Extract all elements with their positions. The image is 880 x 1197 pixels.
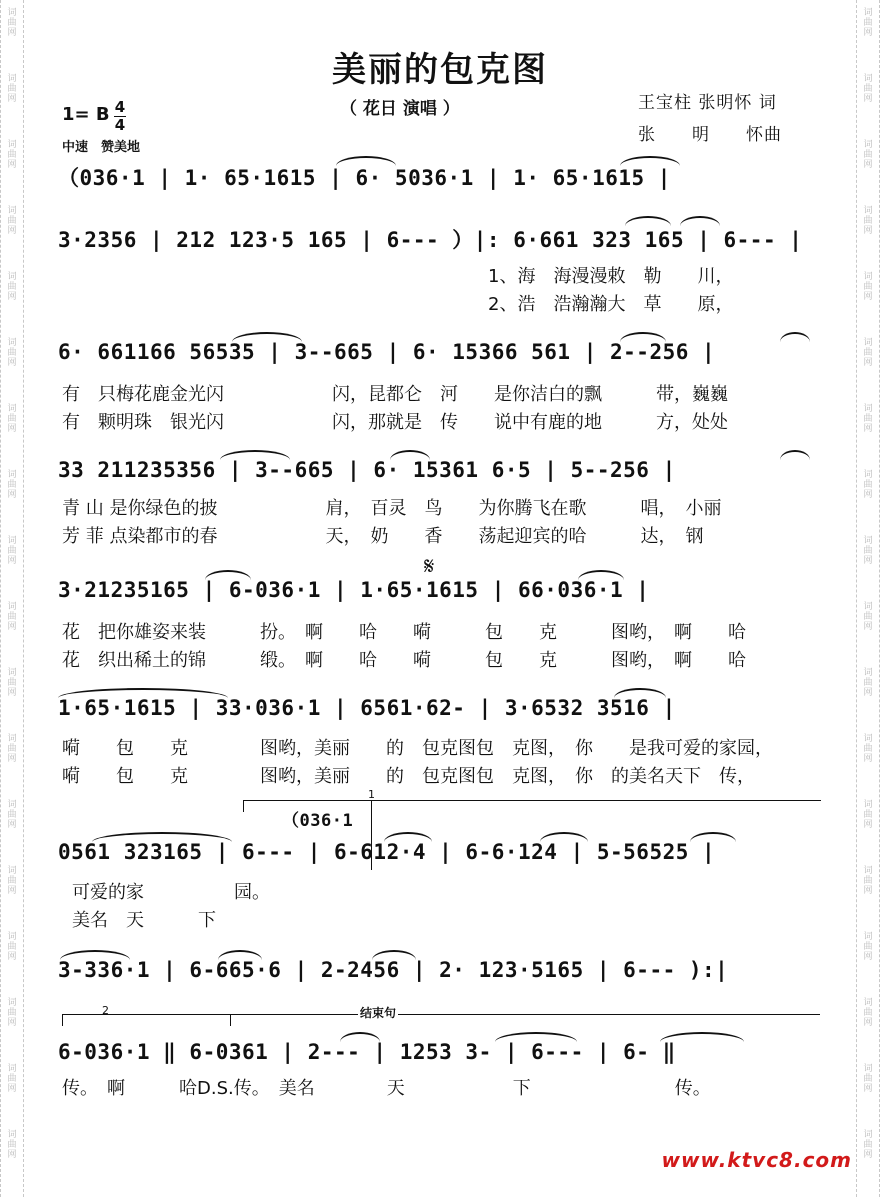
watermark-text: 词 曲 网: [863, 140, 873, 170]
watermark-text: 词 曲 网: [863, 866, 873, 896]
watermark-text: 词 曲 网: [863, 1130, 873, 1160]
lyric-row-7-verse-1: 可爱的家 园。: [72, 882, 270, 903]
watermark-text: 词 曲 网: [7, 206, 17, 236]
key-signature: 1= B: [62, 104, 110, 125]
watermark-text: 词 曲 网: [7, 8, 17, 38]
watermark-text: 词 曲 网: [7, 602, 17, 632]
lyricist-credit: 王宝柱 张明怀 词: [638, 93, 777, 113]
lyric-row-2-verse-2: 2、浩 浩瀚瀚大 草 原，: [488, 294, 734, 315]
first-ending-marker: 1: [368, 788, 375, 801]
lyric-row-2-verse-1: 1、海 海漫漫敕 勒 川，: [488, 266, 734, 287]
lyric-row-5-verse-2: 花 织出稀土的锦 缎。 啊 哈 嗬 包 克 图哟， 啊 哈: [62, 650, 746, 671]
watermark-text: 词 曲 网: [863, 800, 873, 830]
second-ending-marker: 2: [102, 1004, 109, 1017]
right-watermark-column: [856, 0, 880, 1197]
watermark-text: 词 曲 网: [7, 272, 17, 302]
time-signature-top: 4: [114, 98, 126, 116]
song-title: 美丽的包克图: [332, 50, 548, 90]
score-row-3: 6· 661166 56535 | 3--665 | 6· 15366 561 | 2--256 |: [58, 340, 716, 364]
watermark-text: 词 曲 网: [863, 668, 873, 698]
watermark-text: 词 曲 网: [863, 932, 873, 962]
site-watermark: www.ktvc8.com: [661, 1148, 852, 1172]
score-row-2: 3·2356 | 212 123·5 165 | 6--- ）|: 6·661 323 165 | 6--- |: [58, 228, 803, 252]
watermark-text: 词 曲 网: [863, 536, 873, 566]
watermark-text: 词 曲 网: [863, 206, 873, 236]
lyric-row-4-verse-1: 青 山 是你绿色的披 肩， 百灵 鸟 为你腾飞在歌 唱， 小丽: [62, 498, 722, 519]
watermark-text: 词 曲 网: [863, 74, 873, 104]
left-watermark-column: [0, 0, 24, 1197]
tempo-marking: 中速 赞美地: [62, 140, 141, 155]
watermark-text: 词 曲 网: [7, 800, 17, 830]
watermark-text: 词 曲 网: [7, 536, 17, 566]
watermark-text: 词 曲 网: [7, 140, 17, 170]
watermark-text: 词 曲 网: [863, 1064, 873, 1094]
lyric-row-3-verse-1: 有 只梅花鹿金光闪 闪，昆都仑 河 是你洁白的飘 带，巍巍: [62, 384, 728, 405]
watermark-text: 词 曲 网: [863, 272, 873, 302]
watermark-text: 词 曲 网: [863, 338, 873, 368]
lyric-row-5-verse-1: 花 把你雄姿来装 扮。 啊 哈 嗬 包 克 图哟， 啊 哈: [62, 622, 746, 643]
watermark-text: 词 曲 网: [863, 998, 873, 1028]
performer: （ 花日 演唱 ）: [340, 99, 460, 119]
watermark-text: 词 曲 网: [863, 8, 873, 38]
lyric-row-4-verse-2: 芳 菲 点染都市的春 天， 奶 香 荡起迎宾的哈 达， 钢: [62, 526, 704, 547]
lyric-row-3-verse-2: 有 颗明珠 银光闪 闪，那就是 传 说中有鹿的地 方，处处: [62, 412, 728, 433]
score-row-6: 1·65·1615 | 33·036·1 | 6561·62- | 3·6532 3516 |: [58, 696, 676, 720]
watermark-text: 词 曲 网: [863, 404, 873, 434]
score-row-8: 3-336·1 | 6-665·6 | 2-2456 | 2· 123·5165 | 6--- ):|: [58, 958, 729, 982]
watermark-text: 词 曲 网: [7, 74, 17, 104]
watermark-text: 词 曲 网: [7, 668, 17, 698]
lyric-row-6-verse-2: 嗬 包 克 图哟，美丽 的 包克图包 克图， 你 的美名天下 传，: [62, 766, 755, 787]
segno-sign: 𝄋: [424, 552, 435, 580]
score-row-7-prefix: （036·1: [282, 811, 354, 831]
lyric-row-9: 传。 啊 哈D.S.传。 美名 天 下 传。: [62, 1078, 711, 1099]
watermark-text: 词 曲 网: [7, 998, 17, 1028]
lyric-row-6-verse-1: 嗬 包 克 图哟，美丽 的 包克图包 克图， 你 是我可爱的家园，: [62, 738, 773, 759]
score-row-7: 0561 323165 | 6--- | 6-612·4 | 6-6·124 | 5-56525 |: [58, 840, 716, 864]
score-row-4: 33 211235356 | 3--665 | 6· 15361 6·5 | 5--256 |: [58, 458, 676, 482]
watermark-text: 词 曲 网: [7, 404, 17, 434]
score-row-9: 6-036·1 ‖ 6-0361 | 2--- | 1253 3- | 6--- | 6- ‖: [58, 1040, 676, 1064]
lyric-row-7-verse-2: 美名 天 下: [72, 910, 216, 931]
watermark-text: 词 曲 网: [863, 734, 873, 764]
watermark-text: 词 曲 网: [863, 470, 873, 500]
time-signature-bottom: 4: [114, 116, 126, 134]
watermark-text: 词 曲 网: [7, 932, 17, 962]
watermark-text: 词 曲 网: [863, 602, 873, 632]
watermark-text: 词 曲 网: [7, 866, 17, 896]
time-signature: [114, 100, 126, 133]
watermark-text: 词 曲 网: [7, 470, 17, 500]
coda-label: 结束句: [360, 1006, 397, 1020]
watermark-text: 词 曲 网: [7, 338, 17, 368]
score-row-1: （036·1 | 1· 65·1615 | 6· 5036·1 | 1· 65·1615 |: [58, 166, 671, 190]
watermark-text: 词 曲 网: [7, 1130, 17, 1160]
composer-credit: 张 明 怀曲: [638, 125, 782, 145]
score-row-5: 3·21235165 | 6-036·1 | 1·65·1615 | 66·036·1 |: [58, 578, 650, 602]
watermark-text: 词 曲 网: [7, 734, 17, 764]
watermark-text: 词 曲 网: [7, 1064, 17, 1094]
